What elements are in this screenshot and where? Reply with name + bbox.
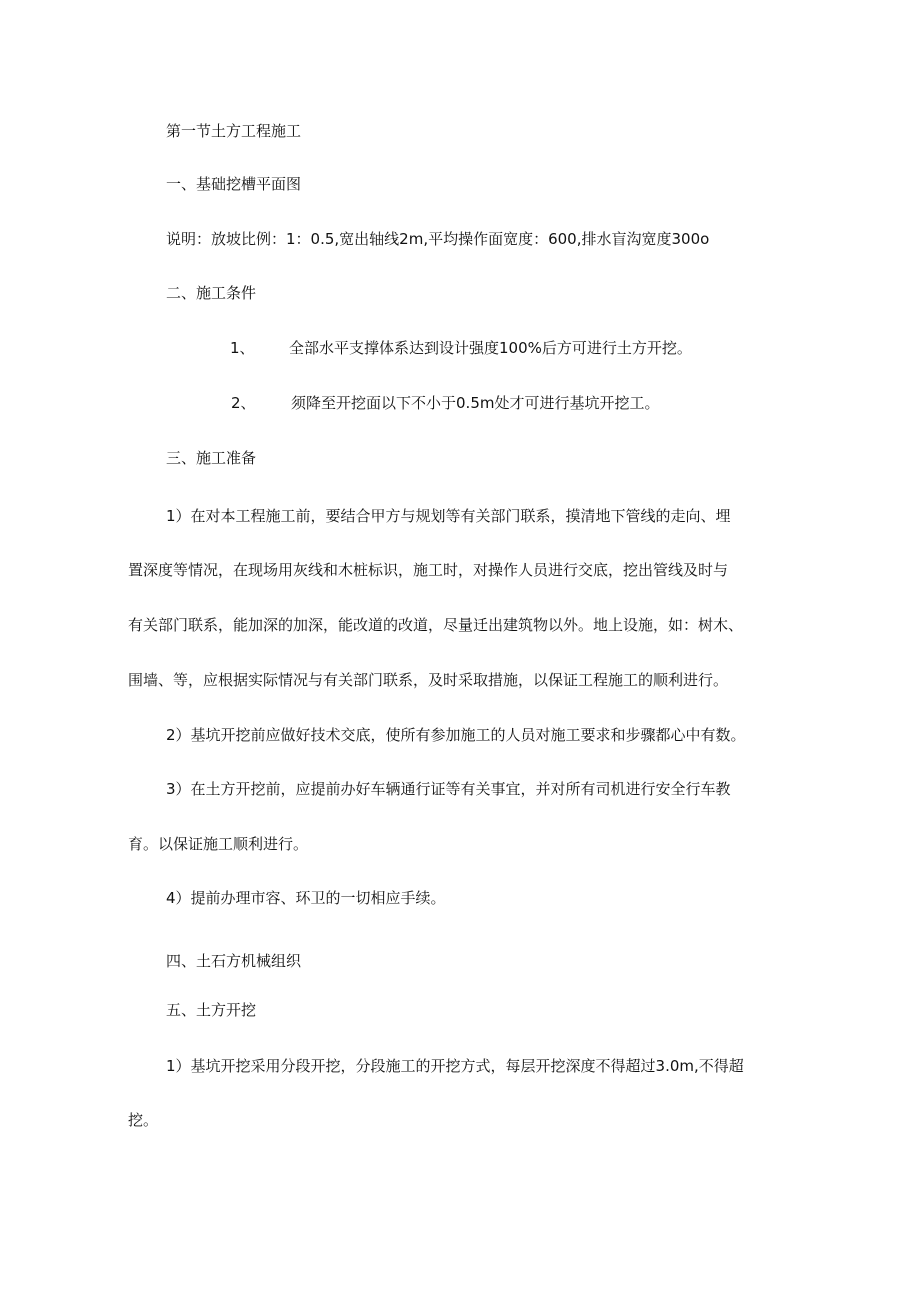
prep2-text: 2）基坑开挖前应做好技术交底，使所有参加施工的人员对施工要求和步骤都心中有数。 — [166, 726, 746, 744]
condition-2-number: 2、 — [231, 394, 256, 412]
prep1-line-4: 围墙、等，应根据实际情况与有关部门联系，及时采取措施，以保证工程施工的顺利进行。 — [128, 671, 729, 689]
prep1-line-3: 有关部门联系，能加深的加深，能改道的改道，尽量迁出建筑物以外。地上设施，如：树木、 — [128, 616, 744, 634]
excav1-line-2: 挖。 — [128, 1111, 159, 1129]
condition-1-text: 全部水平支撑体系达到设计强度100%后方可进行土方开挖。 — [289, 339, 692, 357]
prep1-line-2: 置深度等情况，在现场用灰线和木桩标识，施工时，对操作人员进行交底，挖出管线及时与 — [128, 561, 729, 579]
heading-foundation-plan: 一、基础挖槽平面图 — [166, 175, 302, 193]
prep3-line-1: 3）在土方开挖前，应提前办好车辆通行证等有关事宜，并对所有司机进行安全行车教 — [166, 780, 731, 798]
prep3-line-2: 育。以保证施工顺利进行。 — [128, 835, 309, 853]
section-title: 第一节土方工程施工 — [166, 122, 302, 140]
condition-1-number: 1、 — [230, 339, 255, 357]
heading-conditions: 二、施工条件 — [166, 284, 257, 302]
prep1-line-1: 1）在对本工程施工前，要结合甲方与规划等有关部门联系，摸清地下管线的走向、埋 — [166, 507, 731, 525]
prep4-text: 4）提前办理市容、环卫的一切相应手续。 — [166, 889, 446, 907]
heading-excavation: 五、土方开挖 — [166, 1001, 257, 1019]
note-text: 说明：放坡比例：1：0.5,宽出轴线2m,平均操作面宽度：600,排水盲沟宽度300o — [166, 230, 710, 248]
heading-preparation: 三、施工准备 — [166, 449, 257, 467]
excav1-line-1: 1）基坑开挖采用分段开挖，分段施工的开挖方式，每层开挖深度不得超过3.0m,不得超 — [166, 1057, 744, 1075]
condition-2-text: 须降至开挖面以下不小于0.5m处才可进行基坑开挖工。 — [291, 394, 660, 412]
heading-machinery: 四、土石方机械组织 — [166, 952, 302, 970]
